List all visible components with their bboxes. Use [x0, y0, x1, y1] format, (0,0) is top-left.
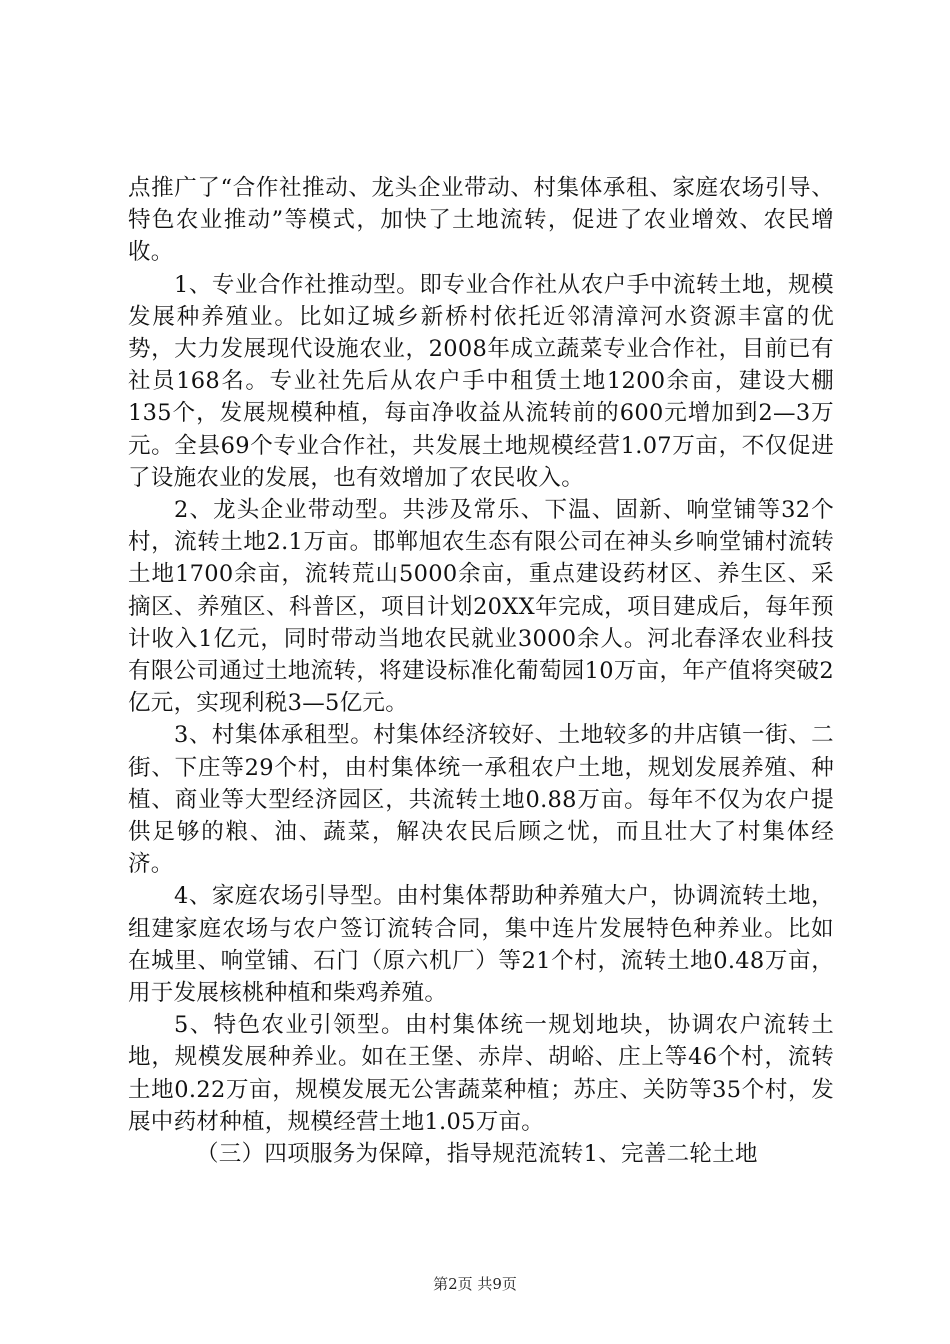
paragraph-section-three-heading: （三）四项服务为保障，指导规范流转1、完善二轮土地 [196, 1141, 758, 1168]
paragraph-family-farm-model: 4、家庭农场引导型。由村集体帮助种养殖大户，协调流转土地，组建家庭农场与农户签订流转合同，集中连片发展特色种养业。比如在城里、响堂铺、石门（原六机厂）等21个村，流转土地0.48万亩，用于发展核桃种植和柴鸡养殖。 [128, 883, 834, 1007]
paragraph-intro-continuation: 点推广了“合作社推动、龙头企业带动、村集体承租、家庭农场引导、特色农业推动”等模式，加快了土地流转，促进了农业增效、农民增收。 [128, 175, 834, 266]
paragraph-cooperative-model: 1、专业合作社推动型。即专业合作社从农户手中流转土地，规模发展种养殖业。比如辽城乡新桥村依托近邻清漳河水资源丰富的优势，大力发展现代设施农业，2008年成立蔬菜专业合作社，目前已有社员168名。专业社先后从农户手中租赁土地1200余亩，建设大棚135个，发展规模种植，每亩净收益从流转前的600元增加到2—3万元。全县69个专业合作社，共发展土地规模经营1.07万亩，不仅促进了设施农业的发展，也有效增加了农民收入。 [128, 271, 834, 491]
page-number-footer: 第2页 共9页 [433, 1275, 517, 1293]
paragraph-specialty-agriculture-model: 5、特色农业引领型。由村集体统一规划地块，协调农户流转土地，规模发展种养业。如在王堡、赤岸、胡峪、庄上等46个村，流转土地0.22万亩，规模发展无公害蔬菜种植；苏庄、关防等35个村，发展中药材种植，规模经营土地1.05万亩。 [128, 1012, 834, 1135]
paragraph-leading-enterprise-model: 2、龙头企业带动型。共涉及常乐、下温、固新、响堂铺等32个村，流转土地2.1万亩。邯郸旭农生态有限公司在神头乡响堂铺村流转土地1700余亩，流转荒山5000余亩，重点建设药材区、养生区、采摘区、养殖区、科普区，项目计划20XX年完成，项目建成后，每年预计收入1亿元，同时带动当地农民就业3000余人。河北春泽农业科技有限公司通过土地流转，将建设标准化葡萄园10万亩，年产值将突破2亿元，实现利税3—5亿元。 [128, 497, 834, 717]
document-body [128, 172, 834, 1170]
paragraph-village-collective-model: 3、村集体承租型。村集体经济较好、土地较多的井店镇一街、二街、下庄等29个村，由村集体统一承租农户土地，规划发展养殖、种植、商业等大型经济园区，共流转土地0.88万亩。每年不仅为农户提供足够的粮、油、蔬菜，解决农民后顾之忧，而且壮大了村集体经济。 [128, 722, 834, 878]
